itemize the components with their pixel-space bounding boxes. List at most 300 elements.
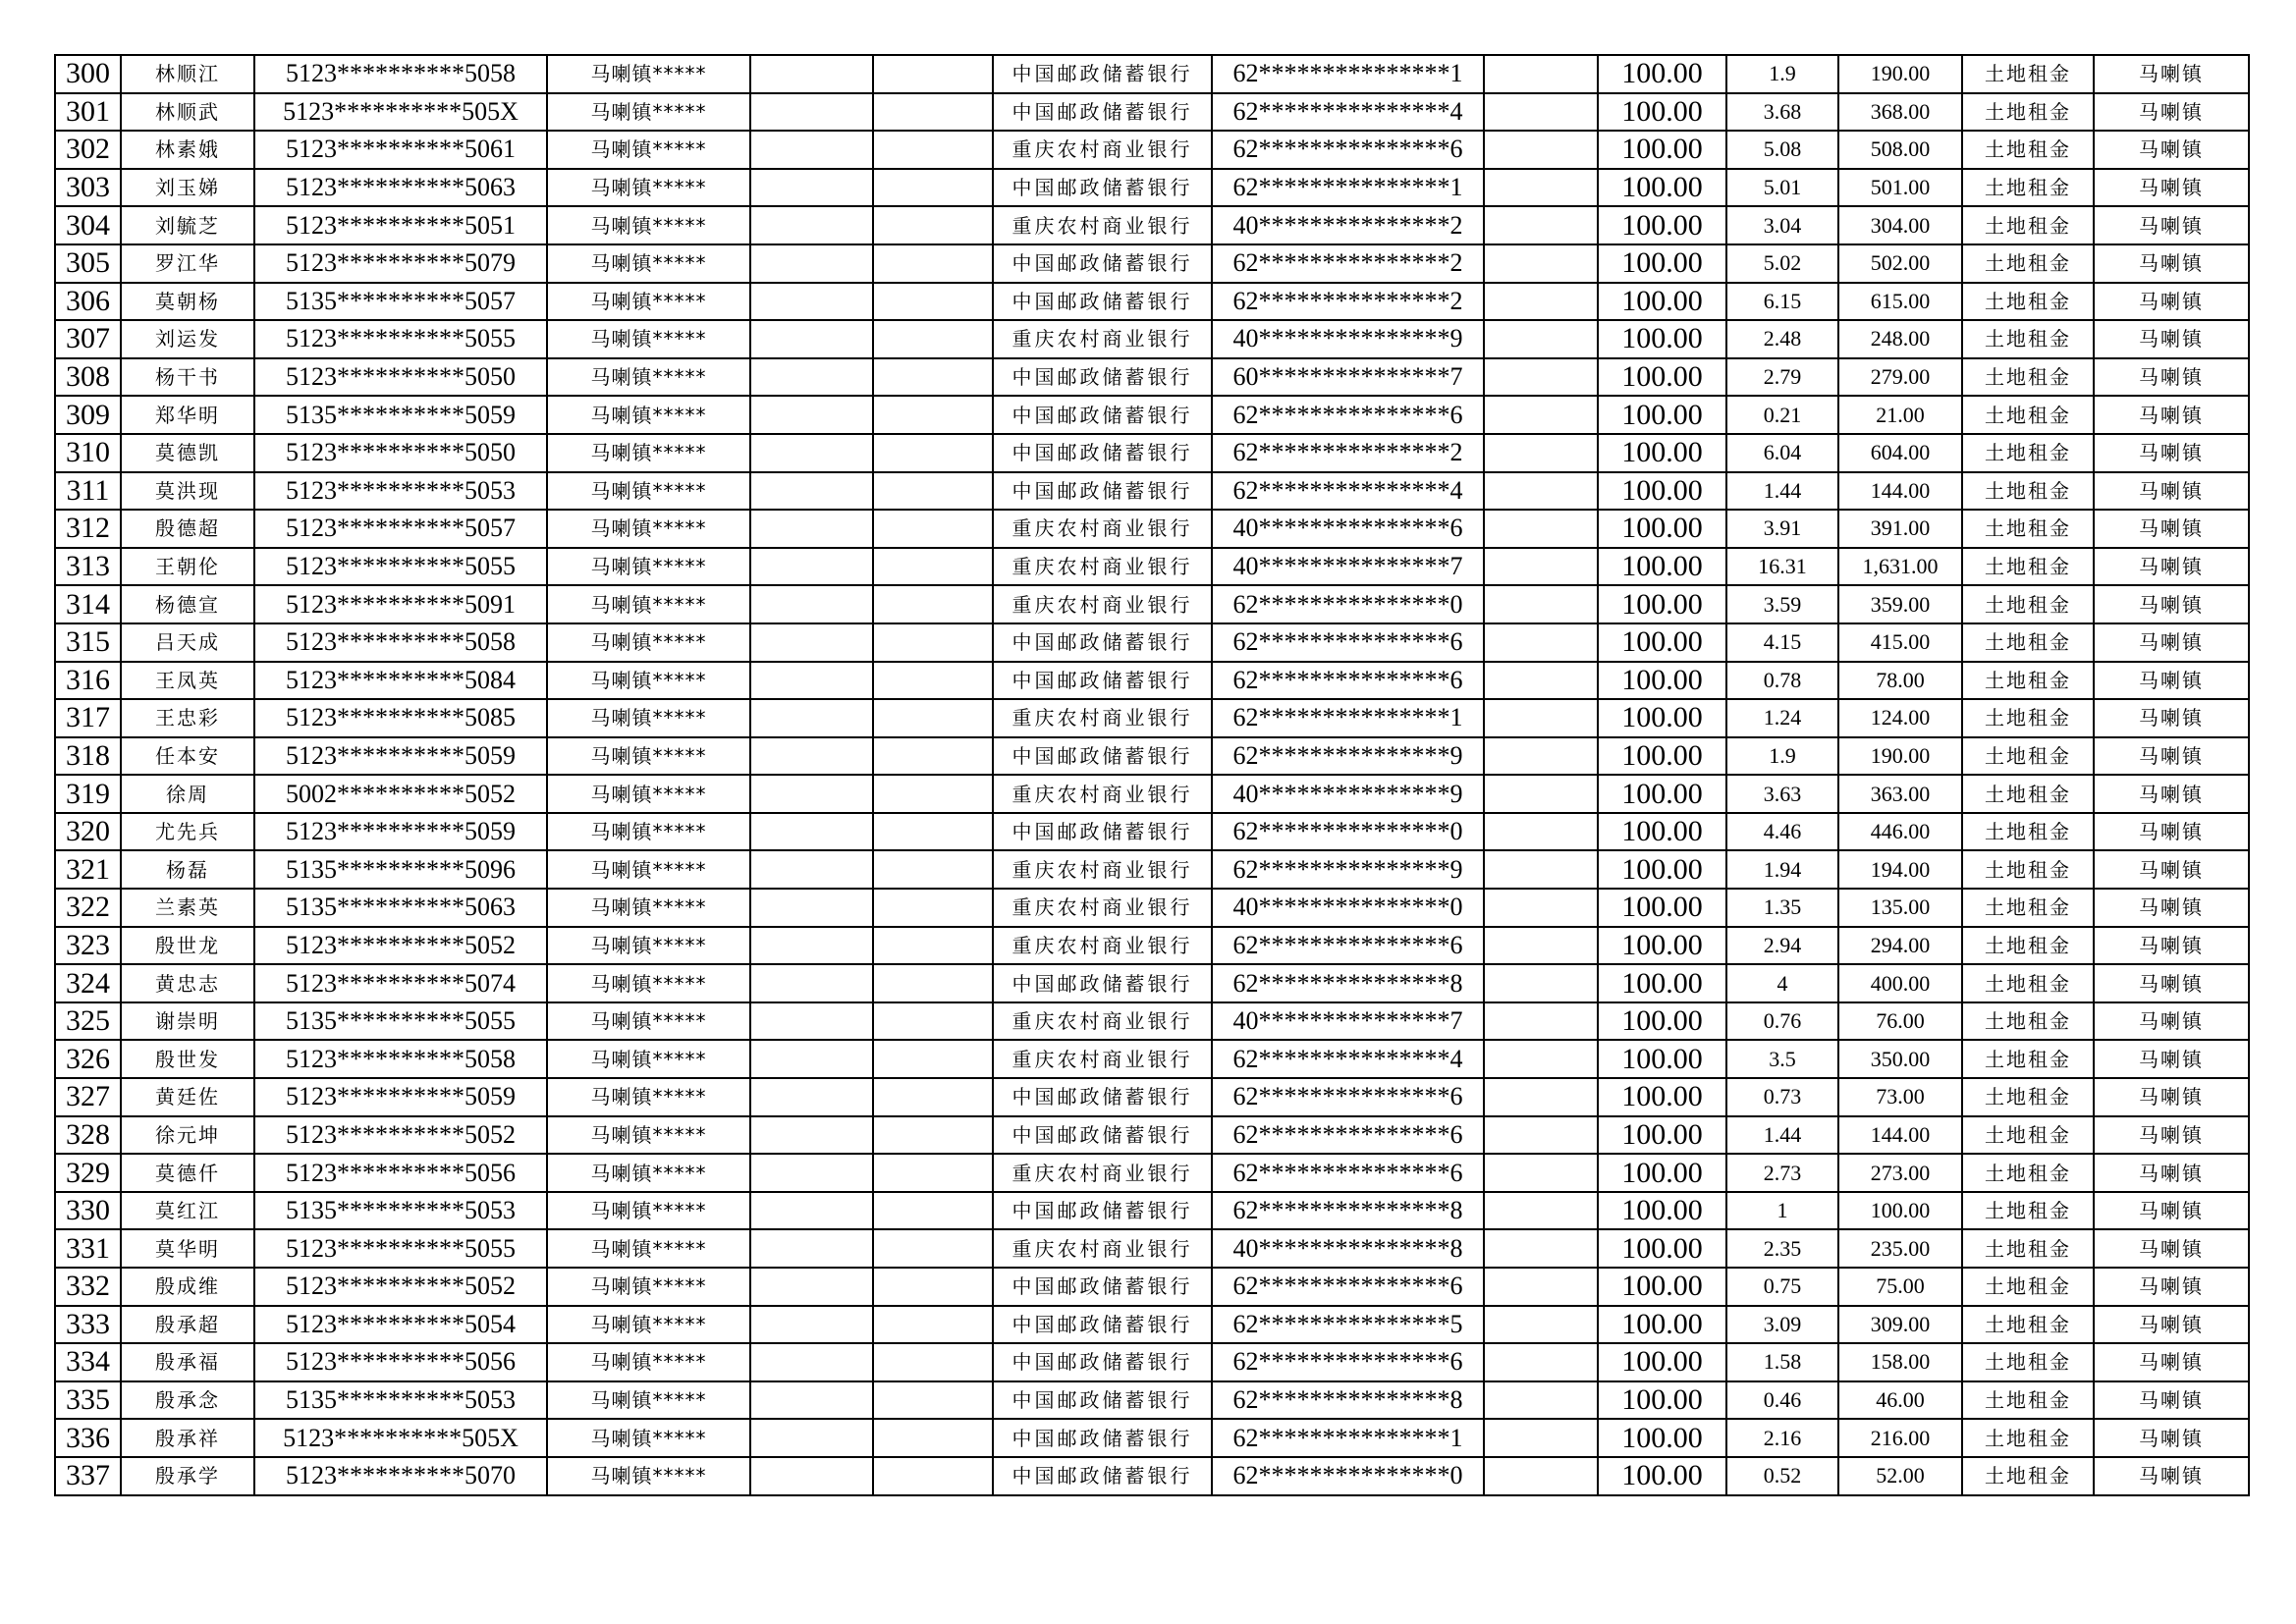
blank-cell-cell <box>1484 396 1598 434</box>
blank-cell-cell <box>1484 964 1598 1002</box>
town-name-cell: 马喇镇 <box>2094 510 2249 548</box>
payee-name-cell: 殷成维 <box>121 1268 254 1306</box>
unit-price-cell: 100.00 <box>1598 206 1726 244</box>
payment-type-cell: 土地租金 <box>1962 1381 2094 1420</box>
blank-cell-cell <box>1484 850 1598 889</box>
blank-cell-cell <box>1484 472 1598 511</box>
blank-cell-cell <box>1484 1078 1598 1116</box>
address-cell: 马喇镇***** <box>547 850 750 889</box>
bank-name-cell: 重庆农村商业银行 <box>993 548 1212 586</box>
unit-price-cell: 100.00 <box>1598 699 1726 737</box>
blank-cell-cell <box>873 585 993 623</box>
table-row <box>55 206 2249 244</box>
blank-cell-cell <box>1484 623 1598 662</box>
blank-cell-cell <box>1484 775 1598 813</box>
blank-cell-cell <box>750 699 873 737</box>
table-row <box>55 244 2249 283</box>
payee-name-cell: 郑华明 <box>121 396 254 434</box>
row-number-cell: 332 <box>55 1268 121 1306</box>
row-number-cell: 322 <box>55 889 121 927</box>
town-name-cell: 马喇镇 <box>2094 169 2249 207</box>
blank-cell-cell <box>873 1078 993 1116</box>
address-cell: 马喇镇***** <box>547 623 750 662</box>
address-cell: 马喇镇***** <box>547 1116 750 1155</box>
unit-price-cell: 100.00 <box>1598 283 1726 321</box>
unit-price-cell: 100.00 <box>1598 434 1726 472</box>
payee-name-cell: 王忠彩 <box>121 699 254 737</box>
bank-name-cell: 重庆农村商业银行 <box>993 320 1212 358</box>
row-number-cell: 327 <box>55 1078 121 1116</box>
payment-type-cell: 土地租金 <box>1962 1154 2094 1192</box>
payment-type-cell: 土地租金 <box>1962 927 2094 965</box>
blank-cell-cell <box>1484 699 1598 737</box>
bank-name-cell: 中国邮政储蓄银行 <box>993 1078 1212 1116</box>
account-number-cell: 40***************8 <box>1212 1229 1484 1268</box>
address-cell: 马喇镇***** <box>547 320 750 358</box>
amount-cell: 52.00 <box>1838 1457 1962 1495</box>
row-number-cell: 302 <box>55 131 121 169</box>
amount-cell: 124.00 <box>1838 699 1962 737</box>
area-cell: 2.94 <box>1726 927 1838 965</box>
account-number-cell: 62***************2 <box>1212 434 1484 472</box>
payment-table <box>54 54 2250 1496</box>
bank-name-cell: 中国邮政储蓄银行 <box>993 813 1212 851</box>
address-cell: 马喇镇***** <box>547 1229 750 1268</box>
town-name-cell: 马喇镇 <box>2094 1343 2249 1381</box>
bank-name-cell: 重庆农村商业银行 <box>993 206 1212 244</box>
town-name-cell: 马喇镇 <box>2094 1078 2249 1116</box>
id-number-cell: 5123**********5053 <box>254 472 547 511</box>
table-row <box>55 737 2249 776</box>
blank-cell-cell <box>873 1419 993 1457</box>
unit-price-cell: 100.00 <box>1598 623 1726 662</box>
id-number-cell: 5123**********5052 <box>254 1116 547 1155</box>
payment-type-cell: 土地租金 <box>1962 358 2094 397</box>
table-row <box>55 93 2249 132</box>
amount-cell: 248.00 <box>1838 320 1962 358</box>
area-cell: 0.46 <box>1726 1381 1838 1420</box>
town-name-cell: 马喇镇 <box>2094 472 2249 511</box>
unit-price-cell: 100.00 <box>1598 1040 1726 1078</box>
payment-type-cell: 土地租金 <box>1962 1040 2094 1078</box>
row-number-cell: 328 <box>55 1116 121 1155</box>
bank-name-cell: 中国邮政储蓄银行 <box>993 93 1212 132</box>
table-row <box>55 1306 2249 1344</box>
id-number-cell: 5123**********5079 <box>254 244 547 283</box>
table-row <box>55 775 2249 813</box>
payment-type-cell: 土地租金 <box>1962 396 2094 434</box>
blank-cell-cell <box>1484 1343 1598 1381</box>
address-cell: 马喇镇***** <box>547 889 750 927</box>
blank-cell-cell <box>750 1154 873 1192</box>
town-name-cell: 马喇镇 <box>2094 813 2249 851</box>
bank-name-cell: 重庆农村商业银行 <box>993 1154 1212 1192</box>
blank-cell-cell <box>750 548 873 586</box>
account-number-cell: 40***************7 <box>1212 1002 1484 1041</box>
blank-cell-cell <box>1484 510 1598 548</box>
payee-name-cell: 莫红江 <box>121 1192 254 1230</box>
table-row <box>55 131 2249 169</box>
payee-name-cell: 杨磊 <box>121 850 254 889</box>
row-number-cell: 300 <box>55 55 121 93</box>
area-cell: 1.94 <box>1726 850 1838 889</box>
area-cell: 3.59 <box>1726 585 1838 623</box>
blank-cell-cell <box>873 320 993 358</box>
blank-cell-cell <box>1484 283 1598 321</box>
blank-cell-cell <box>750 396 873 434</box>
area-cell: 0.73 <box>1726 1078 1838 1116</box>
row-number-cell: 325 <box>55 1002 121 1041</box>
row-number-cell: 305 <box>55 244 121 283</box>
account-number-cell: 62***************2 <box>1212 283 1484 321</box>
amount-cell: 273.00 <box>1838 1154 1962 1192</box>
blank-cell-cell <box>750 93 873 132</box>
town-name-cell: 马喇镇 <box>2094 927 2249 965</box>
payee-name-cell: 徐元坤 <box>121 1116 254 1155</box>
account-number-cell: 62***************6 <box>1212 1154 1484 1192</box>
payee-name-cell: 刘玉娣 <box>121 169 254 207</box>
blank-cell-cell <box>1484 548 1598 586</box>
blank-cell-cell <box>750 1040 873 1078</box>
town-name-cell: 马喇镇 <box>2094 434 2249 472</box>
amount-cell: 368.00 <box>1838 93 1962 132</box>
payment-type-cell: 土地租金 <box>1962 623 2094 662</box>
row-number-cell: 329 <box>55 1154 121 1192</box>
table-row <box>55 510 2249 548</box>
row-number-cell: 334 <box>55 1343 121 1381</box>
account-number-cell: 62***************8 <box>1212 964 1484 1002</box>
address-cell: 马喇镇***** <box>547 813 750 851</box>
payment-type-cell: 土地租金 <box>1962 1078 2094 1116</box>
table-row <box>55 1154 2249 1192</box>
account-number-cell: 62***************1 <box>1212 169 1484 207</box>
bank-name-cell: 重庆农村商业银行 <box>993 1002 1212 1041</box>
town-name-cell: 马喇镇 <box>2094 1306 2249 1344</box>
blank-cell-cell <box>750 510 873 548</box>
account-number-cell: 62***************5 <box>1212 1306 1484 1344</box>
account-number-cell: 62***************9 <box>1212 737 1484 776</box>
id-number-cell: 5123**********5055 <box>254 1229 547 1268</box>
amount-cell: 363.00 <box>1838 775 1962 813</box>
blank-cell-cell <box>750 131 873 169</box>
amount-cell: 190.00 <box>1838 55 1962 93</box>
blank-cell-cell <box>873 548 993 586</box>
payment-type-cell: 土地租金 <box>1962 93 2094 132</box>
town-name-cell: 马喇镇 <box>2094 548 2249 586</box>
town-name-cell: 马喇镇 <box>2094 206 2249 244</box>
blank-cell-cell <box>750 662 873 700</box>
table-row <box>55 813 2249 851</box>
blank-cell-cell <box>873 206 993 244</box>
blank-cell-cell <box>873 55 993 93</box>
id-number-cell: 5123**********5084 <box>254 662 547 700</box>
blank-cell-cell <box>750 927 873 965</box>
account-number-cell: 40***************9 <box>1212 320 1484 358</box>
blank-cell-cell <box>750 283 873 321</box>
blank-cell-cell <box>873 169 993 207</box>
amount-cell: 100.00 <box>1838 1192 1962 1230</box>
blank-cell-cell <box>1484 358 1598 397</box>
blank-cell-cell <box>1484 206 1598 244</box>
id-number-cell: 5123**********5059 <box>254 1078 547 1116</box>
unit-price-cell: 100.00 <box>1598 1229 1726 1268</box>
blank-cell-cell <box>873 775 993 813</box>
town-name-cell: 马喇镇 <box>2094 1002 2249 1041</box>
account-number-cell: 40***************9 <box>1212 775 1484 813</box>
town-name-cell: 马喇镇 <box>2094 662 2249 700</box>
row-number-cell: 303 <box>55 169 121 207</box>
table-row <box>55 472 2249 511</box>
account-number-cell: 62***************6 <box>1212 396 1484 434</box>
unit-price-cell: 100.00 <box>1598 964 1726 1002</box>
blank-cell-cell <box>873 131 993 169</box>
row-number-cell: 320 <box>55 813 121 851</box>
unit-price-cell: 100.00 <box>1598 396 1726 434</box>
blank-cell-cell <box>1484 1419 1598 1457</box>
row-number-cell: 330 <box>55 1192 121 1230</box>
town-name-cell: 马喇镇 <box>2094 1457 2249 1495</box>
town-name-cell: 马喇镇 <box>2094 396 2249 434</box>
bank-name-cell: 重庆农村商业银行 <box>993 699 1212 737</box>
area-cell: 5.02 <box>1726 244 1838 283</box>
town-name-cell: 马喇镇 <box>2094 964 2249 1002</box>
payee-name-cell: 刘运发 <box>121 320 254 358</box>
town-name-cell: 马喇镇 <box>2094 1419 2249 1457</box>
bank-name-cell: 中国邮政储蓄银行 <box>993 55 1212 93</box>
table-row <box>55 623 2249 662</box>
amount-cell: 359.00 <box>1838 585 1962 623</box>
account-number-cell: 62***************6 <box>1212 1268 1484 1306</box>
unit-price-cell: 100.00 <box>1598 1306 1726 1344</box>
blank-cell-cell <box>750 358 873 397</box>
bank-name-cell: 中国邮政储蓄银行 <box>993 1268 1212 1306</box>
id-number-cell: 5123**********5059 <box>254 737 547 776</box>
payee-name-cell: 莫德凯 <box>121 434 254 472</box>
id-number-cell: 5123**********5057 <box>254 510 547 548</box>
area-cell: 0.78 <box>1726 662 1838 700</box>
table-row <box>55 358 2249 397</box>
town-name-cell: 马喇镇 <box>2094 1040 2249 1078</box>
area-cell: 0.75 <box>1726 1268 1838 1306</box>
unit-price-cell: 100.00 <box>1598 662 1726 700</box>
bank-name-cell: 重庆农村商业银行 <box>993 585 1212 623</box>
payee-name-cell: 谢崇明 <box>121 1002 254 1041</box>
account-number-cell: 40***************0 <box>1212 889 1484 927</box>
table-row <box>55 283 2249 321</box>
blank-cell-cell <box>750 1306 873 1344</box>
row-number-cell: 308 <box>55 358 121 397</box>
unit-price-cell: 100.00 <box>1598 1116 1726 1155</box>
bank-name-cell: 中国邮政储蓄银行 <box>993 623 1212 662</box>
payment-type-cell: 土地租金 <box>1962 1268 2094 1306</box>
account-number-cell: 62***************6 <box>1212 1116 1484 1155</box>
town-name-cell: 马喇镇 <box>2094 1192 2249 1230</box>
address-cell: 马喇镇***** <box>547 585 750 623</box>
payment-type-cell: 土地租金 <box>1962 1343 2094 1381</box>
address-cell: 马喇镇***** <box>547 1457 750 1495</box>
amount-cell: 502.00 <box>1838 244 1962 283</box>
payment-type-cell: 土地租金 <box>1962 699 2094 737</box>
area-cell: 0.76 <box>1726 1002 1838 1041</box>
table-row <box>55 1078 2249 1116</box>
payment-type-cell: 土地租金 <box>1962 850 2094 889</box>
bank-name-cell: 重庆农村商业银行 <box>993 510 1212 548</box>
id-number-cell: 5123**********5061 <box>254 131 547 169</box>
blank-cell-cell <box>1484 93 1598 132</box>
amount-cell: 158.00 <box>1838 1343 1962 1381</box>
payment-type-cell: 土地租金 <box>1962 1419 2094 1457</box>
address-cell: 马喇镇***** <box>547 396 750 434</box>
town-name-cell: 马喇镇 <box>2094 850 2249 889</box>
blank-cell-cell <box>873 964 993 1002</box>
table-row <box>55 927 2249 965</box>
area-cell: 3.63 <box>1726 775 1838 813</box>
bank-name-cell: 重庆农村商业银行 <box>993 1040 1212 1078</box>
payee-name-cell: 杨干书 <box>121 358 254 397</box>
area-cell: 2.79 <box>1726 358 1838 397</box>
blank-cell-cell <box>873 737 993 776</box>
id-number-cell: 5123**********5074 <box>254 964 547 1002</box>
id-number-cell: 5135**********5063 <box>254 889 547 927</box>
payment-type-cell: 土地租金 <box>1962 964 2094 1002</box>
bank-name-cell: 中国邮政储蓄银行 <box>993 358 1212 397</box>
area-cell: 0.21 <box>1726 396 1838 434</box>
row-number-cell: 316 <box>55 662 121 700</box>
payee-name-cell: 殷世龙 <box>121 927 254 965</box>
payee-name-cell: 莫洪现 <box>121 472 254 511</box>
address-cell: 马喇镇***** <box>547 93 750 132</box>
unit-price-cell: 100.00 <box>1598 1002 1726 1041</box>
row-number-cell: 335 <box>55 1381 121 1420</box>
blank-cell-cell <box>873 813 993 851</box>
unit-price-cell: 100.00 <box>1598 169 1726 207</box>
id-number-cell: 5123**********5058 <box>254 623 547 662</box>
unit-price-cell: 100.00 <box>1598 813 1726 851</box>
bank-name-cell: 中国邮政储蓄银行 <box>993 283 1212 321</box>
address-cell: 马喇镇***** <box>547 548 750 586</box>
row-number-cell: 304 <box>55 206 121 244</box>
blank-cell-cell <box>1484 1192 1598 1230</box>
address-cell: 马喇镇***** <box>547 1343 750 1381</box>
blank-cell-cell <box>1484 1268 1598 1306</box>
account-number-cell: 62***************2 <box>1212 244 1484 283</box>
town-name-cell: 马喇镇 <box>2094 1381 2249 1420</box>
amount-cell: 309.00 <box>1838 1306 1962 1344</box>
id-number-cell: 5123**********5058 <box>254 1040 547 1078</box>
table-row <box>55 1419 2249 1457</box>
payment-type-cell: 土地租金 <box>1962 169 2094 207</box>
payee-name-cell: 黄廷佐 <box>121 1078 254 1116</box>
address-cell: 马喇镇***** <box>547 434 750 472</box>
id-number-cell: 5135**********5053 <box>254 1192 547 1230</box>
unit-price-cell: 100.00 <box>1598 737 1726 776</box>
blank-cell-cell <box>750 206 873 244</box>
payment-type-cell: 土地租金 <box>1962 662 2094 700</box>
amount-cell: 304.00 <box>1838 206 1962 244</box>
account-number-cell: 62***************0 <box>1212 1457 1484 1495</box>
payee-name-cell: 刘毓芝 <box>121 206 254 244</box>
bank-name-cell: 中国邮政储蓄银行 <box>993 1381 1212 1420</box>
row-number-cell: 311 <box>55 472 121 511</box>
blank-cell-cell <box>1484 737 1598 776</box>
bank-name-cell: 中国邮政储蓄银行 <box>993 1306 1212 1344</box>
account-number-cell: 62***************6 <box>1212 1343 1484 1381</box>
town-name-cell: 马喇镇 <box>2094 320 2249 358</box>
bank-name-cell: 重庆农村商业银行 <box>993 927 1212 965</box>
blank-cell-cell <box>750 964 873 1002</box>
bank-name-cell: 中国邮政储蓄银行 <box>993 1116 1212 1155</box>
amount-cell: 400.00 <box>1838 964 1962 1002</box>
unit-price-cell: 100.00 <box>1598 1381 1726 1420</box>
bank-name-cell: 中国邮政储蓄银行 <box>993 434 1212 472</box>
blank-cell-cell <box>873 662 993 700</box>
blank-cell-cell <box>1484 662 1598 700</box>
id-number-cell: 5123**********5050 <box>254 358 547 397</box>
address-cell: 马喇镇***** <box>547 1381 750 1420</box>
bank-name-cell: 重庆农村商业银行 <box>993 889 1212 927</box>
address-cell: 马喇镇***** <box>547 1040 750 1078</box>
row-number-cell: 337 <box>55 1457 121 1495</box>
payment-type-cell: 土地租金 <box>1962 320 2094 358</box>
row-number-cell: 333 <box>55 1306 121 1344</box>
payment-type-cell: 土地租金 <box>1962 585 2094 623</box>
amount-cell: 21.00 <box>1838 396 1962 434</box>
payment-type-cell: 土地租金 <box>1962 1192 2094 1230</box>
id-number-cell: 5123**********5052 <box>254 927 547 965</box>
id-number-cell: 5123**********505X <box>254 93 547 132</box>
id-number-cell: 5135**********5096 <box>254 850 547 889</box>
account-number-cell: 62***************1 <box>1212 55 1484 93</box>
blank-cell-cell <box>1484 889 1598 927</box>
table-row <box>55 1116 2249 1155</box>
amount-cell: 46.00 <box>1838 1381 1962 1420</box>
payee-name-cell: 吕天成 <box>121 623 254 662</box>
blank-cell-cell <box>750 1268 873 1306</box>
area-cell: 3.09 <box>1726 1306 1838 1344</box>
address-cell: 马喇镇***** <box>547 964 750 1002</box>
unit-price-cell: 100.00 <box>1598 358 1726 397</box>
payee-name-cell: 殷承念 <box>121 1381 254 1420</box>
account-number-cell: 62***************1 <box>1212 699 1484 737</box>
blank-cell-cell <box>1484 1116 1598 1155</box>
account-number-cell: 40***************2 <box>1212 206 1484 244</box>
blank-cell-cell <box>873 1154 993 1192</box>
town-name-cell: 马喇镇 <box>2094 699 2249 737</box>
blank-cell-cell <box>750 850 873 889</box>
payee-name-cell: 兰素英 <box>121 889 254 927</box>
area-cell: 2.35 <box>1726 1229 1838 1268</box>
amount-cell: 78.00 <box>1838 662 1962 700</box>
row-number-cell: 306 <box>55 283 121 321</box>
id-number-cell: 5123**********5070 <box>254 1457 547 1495</box>
town-name-cell: 马喇镇 <box>2094 358 2249 397</box>
row-number-cell: 319 <box>55 775 121 813</box>
area-cell: 3.68 <box>1726 93 1838 132</box>
blank-cell-cell <box>750 1192 873 1230</box>
table-row <box>55 889 2249 927</box>
blank-cell-cell <box>750 1078 873 1116</box>
unit-price-cell: 100.00 <box>1598 1419 1726 1457</box>
account-number-cell: 62***************0 <box>1212 585 1484 623</box>
payment-type-cell: 土地租金 <box>1962 1306 2094 1344</box>
payment-type-cell: 土地租金 <box>1962 548 2094 586</box>
blank-cell-cell <box>1484 169 1598 207</box>
id-number-cell: 5123**********5051 <box>254 206 547 244</box>
blank-cell-cell <box>750 1457 873 1495</box>
unit-price-cell: 100.00 <box>1598 1343 1726 1381</box>
blank-cell-cell <box>750 1419 873 1457</box>
area-cell: 1.9 <box>1726 737 1838 776</box>
